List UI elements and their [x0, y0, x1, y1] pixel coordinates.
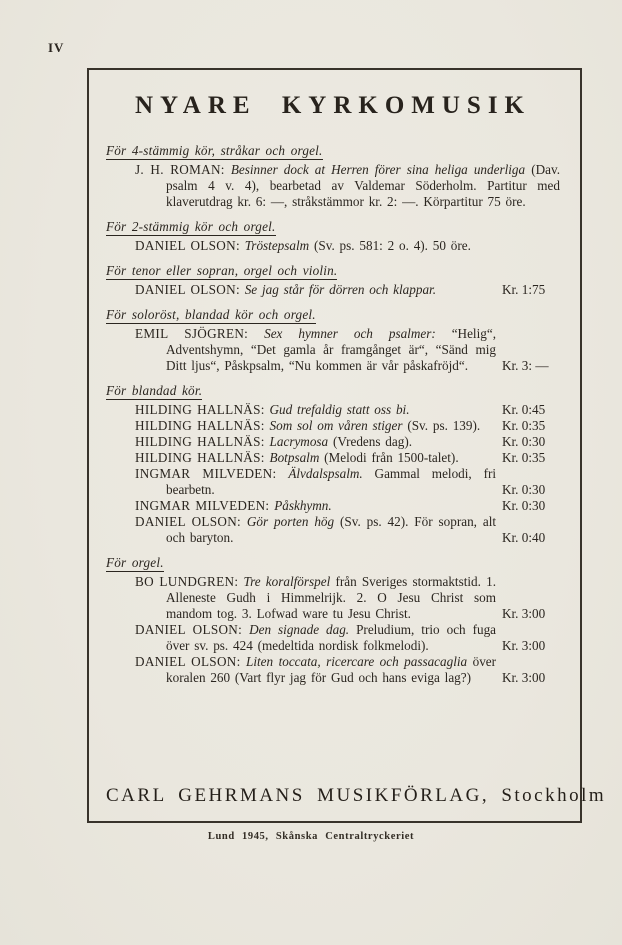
price: Kr. 3: — — [502, 358, 549, 373]
work-title: Tre koralförspel — [243, 574, 331, 589]
price: Kr. 0:35 — [502, 418, 546, 433]
work-title: Gör porten hög — [246, 514, 335, 529]
price: Kr. 0:30 — [502, 498, 546, 513]
entry-text — [106, 282, 496, 298]
work-title: Påskhymn. — [274, 498, 332, 513]
printer-imprint: Lund 1945, Skånska Centraltryckeriet — [207, 831, 415, 842]
composer-name: J. H. ROMAN: — [135, 162, 225, 177]
price: Kr. 0:45 — [502, 402, 546, 417]
composer-name: DANIEL OLSON: — [135, 238, 240, 253]
entry-details: över koralen 260 (Vart flyr jag för Gud och hans eviga lag?) — [166, 654, 497, 685]
entry-text — [106, 450, 496, 466]
section-heading-text: För 4-stämmig kör, stråkar och orgel. — [106, 143, 323, 158]
entry-details: (Sv. ps. 42). För sopran, alt och baryton. — [166, 514, 497, 545]
section-heading — [106, 307, 560, 323]
work-title: Älvdalspsalm. — [288, 466, 363, 481]
entry-details: “Helig“, Adventshymn, “Det gamla år framgånget är“, “Sänd mig Ditt ljus“, Påskpsalm, “Nu kommen är vår påskafröjd“. — [166, 326, 497, 373]
entry-details: (Sv. ps. 139). — [407, 418, 481, 433]
section-blandad-kor — [106, 383, 560, 546]
composer-name: HILDING HALLNÄS: — [135, 402, 265, 417]
work-title: Gud trefaldig statt oss bi. — [269, 402, 410, 417]
work-title: Som sol om våren stiger — [269, 418, 403, 433]
work-title: Sex hymner och psalmer: — [264, 326, 436, 341]
entry-text — [106, 574, 496, 622]
work-title: Botpsalm — [269, 450, 320, 465]
catalog-entry — [106, 282, 560, 298]
catalog-entry — [106, 574, 560, 622]
composer-name: HILDING HALLNÄS: — [135, 418, 265, 433]
entry-text — [106, 434, 496, 450]
publisher-imprint: CARL GEHRMANS MUSIKFÖRLAG, Stockholm — [106, 785, 607, 806]
composer-name: INGMAR MILVEDEN: — [135, 466, 277, 481]
entry-text — [106, 238, 560, 254]
entry-text — [106, 498, 496, 514]
entry-details: (Sv. ps. 581: 2 o. 4). 50 öre. — [314, 238, 471, 253]
section-4-stammig-kor — [106, 143, 560, 210]
composer-name: HILDING HALLNÄS: — [135, 434, 265, 449]
entry-details: från Sveriges stormaktstid. 1. Alleneste Gudh i Himmelrijk. 2. O Jesu Christ som mandom tog. 3. Lofwad ware tu Jesu Christ. — [166, 574, 497, 621]
section-heading-text: För tenor eller sopran, orgel och violin. — [106, 263, 338, 278]
work-title: Tröstepsalm — [244, 238, 310, 253]
section-heading — [106, 263, 560, 279]
catalog-entry — [106, 466, 560, 498]
price: Kr. 3:00 — [502, 606, 546, 621]
advert-title: NYARE KYRKOMUSIK — [134, 92, 532, 119]
price: Kr. 3:00 — [502, 670, 546, 685]
entry-text — [106, 418, 496, 434]
composer-name: DANIEL OLSON: — [135, 654, 241, 669]
work-title: Lacrymosa — [269, 434, 329, 449]
catalog-entry — [106, 402, 560, 418]
entry-text — [106, 622, 496, 654]
section-orgel — [106, 555, 560, 686]
price: Kr. 0:30 — [502, 434, 546, 449]
price: Kr. 0:40 — [502, 530, 546, 545]
section-heading — [106, 219, 560, 235]
entry-details: Preludium, trio och fuga över sv. ps. 424 (medeltida nordisk folkmelodi). — [166, 622, 497, 653]
entry-text — [106, 466, 496, 498]
catalog-entry — [106, 654, 560, 686]
section-heading — [106, 383, 560, 399]
price: Kr. 0:35 — [502, 450, 546, 465]
section-heading-text: För blandad kör. — [106, 383, 203, 398]
composer-name: DANIEL OLSON: — [135, 282, 240, 297]
page-number: IV — [48, 40, 65, 55]
composer-name: HILDING HALLNÄS: — [135, 450, 265, 465]
entry-text — [106, 162, 560, 210]
composer-name: EMIL SJÖGREN: — [135, 326, 249, 341]
catalog-entry — [106, 434, 560, 450]
composer-name: INGMAR MILVEDEN: — [135, 498, 270, 513]
composer-name: BO LUNDGREN: — [135, 574, 239, 589]
catalog-entry — [106, 326, 560, 374]
price: Kr. 3:00 — [502, 638, 546, 653]
price: Kr. 1:75 — [502, 282, 546, 297]
section-heading — [106, 143, 560, 159]
catalog-entry — [106, 162, 560, 210]
entry-details: Gammal melodi, fri bearbetn. — [166, 466, 497, 497]
entry-text — [106, 326, 496, 374]
catalog-entry — [106, 238, 560, 254]
work-title: Den signade dag. — [249, 622, 350, 637]
entry-details: (Melodi från 1500-talet). — [324, 450, 459, 465]
catalog-entry — [106, 498, 560, 514]
work-title: Liten toccata, ricercare och passacaglia — [246, 654, 468, 669]
section-tenor-sopran — [106, 263, 560, 298]
advert-border-box — [87, 68, 607, 823]
section-heading-text: För orgel. — [106, 555, 164, 570]
entry-text — [106, 402, 496, 418]
work-title: Se jag står för dörren och klappar. — [244, 282, 437, 297]
section-2-stammig-kor — [106, 219, 560, 254]
entry-text — [106, 514, 496, 546]
composer-name: DANIEL OLSON: — [135, 514, 241, 529]
catalog-entry — [106, 418, 560, 434]
work-title: Besinner dock at Herren förer sina heliga underliga — [230, 162, 526, 177]
section-heading-text: För 2-stämmig kör och orgel. — [106, 219, 276, 234]
catalog-entry — [106, 622, 560, 654]
entry-details: (Vredens dag). — [332, 434, 413, 449]
section-solorost — [106, 307, 560, 374]
section-heading — [106, 555, 560, 571]
catalog-entry — [106, 450, 560, 466]
composer-name: DANIEL OLSON: — [135, 622, 243, 637]
price: Kr. 0:30 — [502, 482, 546, 497]
section-heading-text: För soloröst, blandad kör och orgel. — [106, 307, 316, 322]
entry-details: (Dav. psalm 4 v. 4), bearbetad av Valdemar Söderholm. Partitur med klaverutdrag kr. 6: —, stråkstämmor kr. 2: —. Körpartitur 75 öre. — [166, 162, 561, 209]
entry-text — [106, 654, 496, 686]
catalog-entry — [106, 514, 560, 546]
